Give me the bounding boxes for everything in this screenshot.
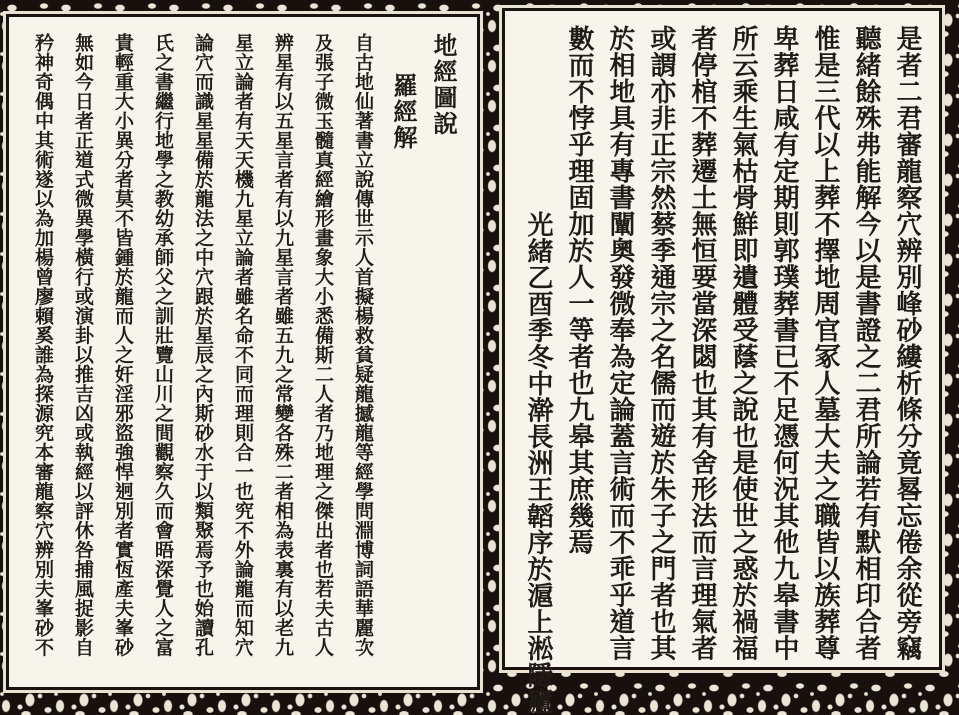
left-column-7: 貴輕重大小異分者莫不皆鍾於龍而人之奸淫邪盜強悍迥別者實恆產夫峯砂	[112, 33, 134, 657]
right-column-3: 惟是三代以上葬不擇地周官冢人墓大夫之職皆以族葬尊	[810, 25, 840, 661]
book-title-column: 地經圖說	[429, 33, 458, 137]
colophon-column: 光緒乙酉季冬中澣長洲王韜序於滬上淞隱廬	[523, 211, 553, 715]
left-page-text	[9, 17, 477, 687]
left-page	[6, 14, 480, 690]
right-column-6: 者停棺不葬遷土無恒要當深閟也其有舍形法而言理氣者	[687, 25, 717, 661]
right-column-2: 聽緒餘殊弗能解今以是書證之二君所論若有默相印合者	[851, 25, 881, 661]
left-column-2: 及張子微玉髓真經繪形畫象大小悉備斯二人者乃地理之傑出者也若夫古人	[312, 33, 334, 657]
right-column-8: 於相地具有專書闡奧發微奉為定論蓋言術而不乖乎道言	[605, 25, 635, 661]
right-page-text	[505, 11, 939, 715]
left-column-9: 矜神奇偶中其術遂以為加楊曾廖賴奚誰為探源究本審龍察穴辨別夫峯砂不	[32, 33, 54, 657]
left-column-6: 氏之書繼行地學之教幼承師父之訓壯覽山川之間觀察久而會晤深覺人之富	[152, 33, 174, 657]
right-column-7: 或謂亦非正宗然蔡季通宗之名儒而遊於朱子之門者也其	[646, 25, 676, 661]
section-title-column: 羅經解	[389, 73, 418, 151]
left-column-5: 論穴而識星星備於龍法之中穴跟於星辰之內斯砂水于以類聚焉予也始讀孔	[192, 33, 214, 657]
left-column-8: 無如今日者正道式微異學橫行或演卦以推吉凶或執經以評休咎捕風捉影自	[72, 33, 94, 657]
right-column-1: 是者二君審龍察穴辨別峰砂縷析條分竟晷忘倦余從旁竊	[892, 25, 922, 661]
right-column-4: 卑葬日咸有定期則郭璞葬書已不足憑何況其他九皋書中	[769, 25, 799, 661]
right-column-5: 所云乘生氣枯骨鮮即遺體受蔭之說也是使世之惑於禍福	[728, 25, 758, 661]
right-column-9: 數而不悖乎理固加於人一等者也九皋其庶幾焉	[564, 25, 594, 555]
left-column-4: 星立論者有天天機九星立論者雖名命不同而理則合一也究不外論龍而知穴	[232, 33, 254, 657]
left-column-1: 自古地仙著書立說傳世示人首擬楊救貧疑龍撼龍等經學問淵博詞語華麗次	[352, 33, 374, 657]
left-column-3: 辨星有以五星言者有以九星言者雖五九之常變各殊二者相為表裏有以老九	[272, 33, 294, 657]
right-page	[502, 8, 942, 715]
